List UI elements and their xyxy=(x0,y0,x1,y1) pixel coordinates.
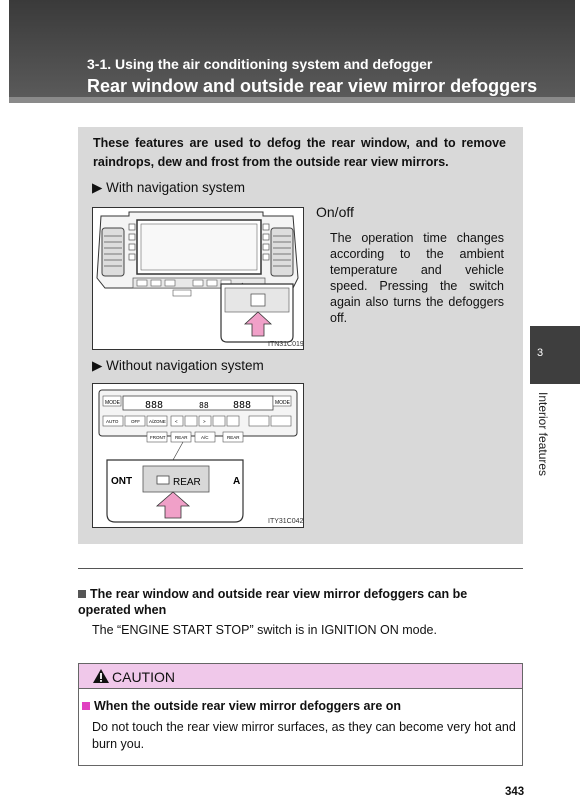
page-header xyxy=(9,0,575,103)
without-nav-heading: ▶ Without navigation system xyxy=(92,358,264,373)
onoff-description: The operation time changes according to the ambient temperature and vehicle speed. Pressing the switch again also turns the defoggers off. xyxy=(330,231,504,325)
zoom-rear-label: REAR xyxy=(173,477,201,488)
caution-box xyxy=(78,663,523,766)
zoom-left-label: ONT xyxy=(111,476,133,487)
note-body: The “ENGINE START STOP” switch is in IGNITION ON mode. xyxy=(92,623,437,637)
with-nav-heading: ▶ With navigation system xyxy=(92,180,245,195)
display-left: 888 xyxy=(145,400,164,411)
button-rear-label: REAR xyxy=(175,435,188,440)
note-heading xyxy=(78,586,523,618)
figure-without-nav xyxy=(92,383,304,528)
button-right-label: > xyxy=(203,419,206,424)
button-auto-label: AUTO xyxy=(106,419,119,424)
chapter-number: 3 xyxy=(537,347,544,359)
section-divider xyxy=(78,568,523,569)
button-front-label: FRONT xyxy=(150,435,166,440)
mode-right-label: MODE xyxy=(275,400,290,406)
square-bullet-icon xyxy=(78,590,86,598)
button-rear2-label: REAR xyxy=(227,435,240,440)
button-left-label: < xyxy=(175,419,178,424)
display-right: 888 xyxy=(233,400,252,411)
section-label: 3-1. Using the air conditioning system and defogger xyxy=(87,56,433,72)
caution-heading-text: When the outside rear view mirror defoggers are on xyxy=(94,699,402,713)
onoff-heading: On/off xyxy=(316,204,354,220)
display-mid: 88 xyxy=(199,401,209,410)
caution-title: CAUTION xyxy=(112,669,175,685)
button-azone-label: A/ZONE xyxy=(149,419,166,424)
caution-text: Do not touch the rear view mirror surfaces, as they can become very hot and burn you. xyxy=(92,720,516,751)
chapter-label: Interior features xyxy=(536,392,550,477)
caution-heading xyxy=(82,699,401,713)
page-title: Rear window and outside rear view mirror defoggers xyxy=(87,76,538,96)
intro-text: These features are used to defog the rear window, and to remove raindrops, dew and frost from the outside rear view mirrors. xyxy=(93,136,506,169)
dashboard-illustration xyxy=(93,208,305,351)
chapter-tab[interactable] xyxy=(530,326,580,384)
mode-left-label: MODE xyxy=(105,400,120,406)
caution-bar xyxy=(79,664,522,689)
figure-with-nav xyxy=(92,207,304,350)
pink-square-icon xyxy=(82,702,90,710)
page-number: 343 xyxy=(505,786,525,798)
warning-icon xyxy=(92,668,110,684)
button-off-label: OFF xyxy=(131,419,140,424)
figure-code: ITN31C019 xyxy=(268,341,304,348)
button-ac-label: A/C xyxy=(201,435,209,440)
note-heading-text: The rear window and outside rear view mirror defoggers can be operated when xyxy=(78,587,468,617)
climate-panel-illustration xyxy=(93,384,305,529)
figure-code: ITY31C042 xyxy=(268,518,304,525)
zoom-right-label: A xyxy=(233,476,241,487)
